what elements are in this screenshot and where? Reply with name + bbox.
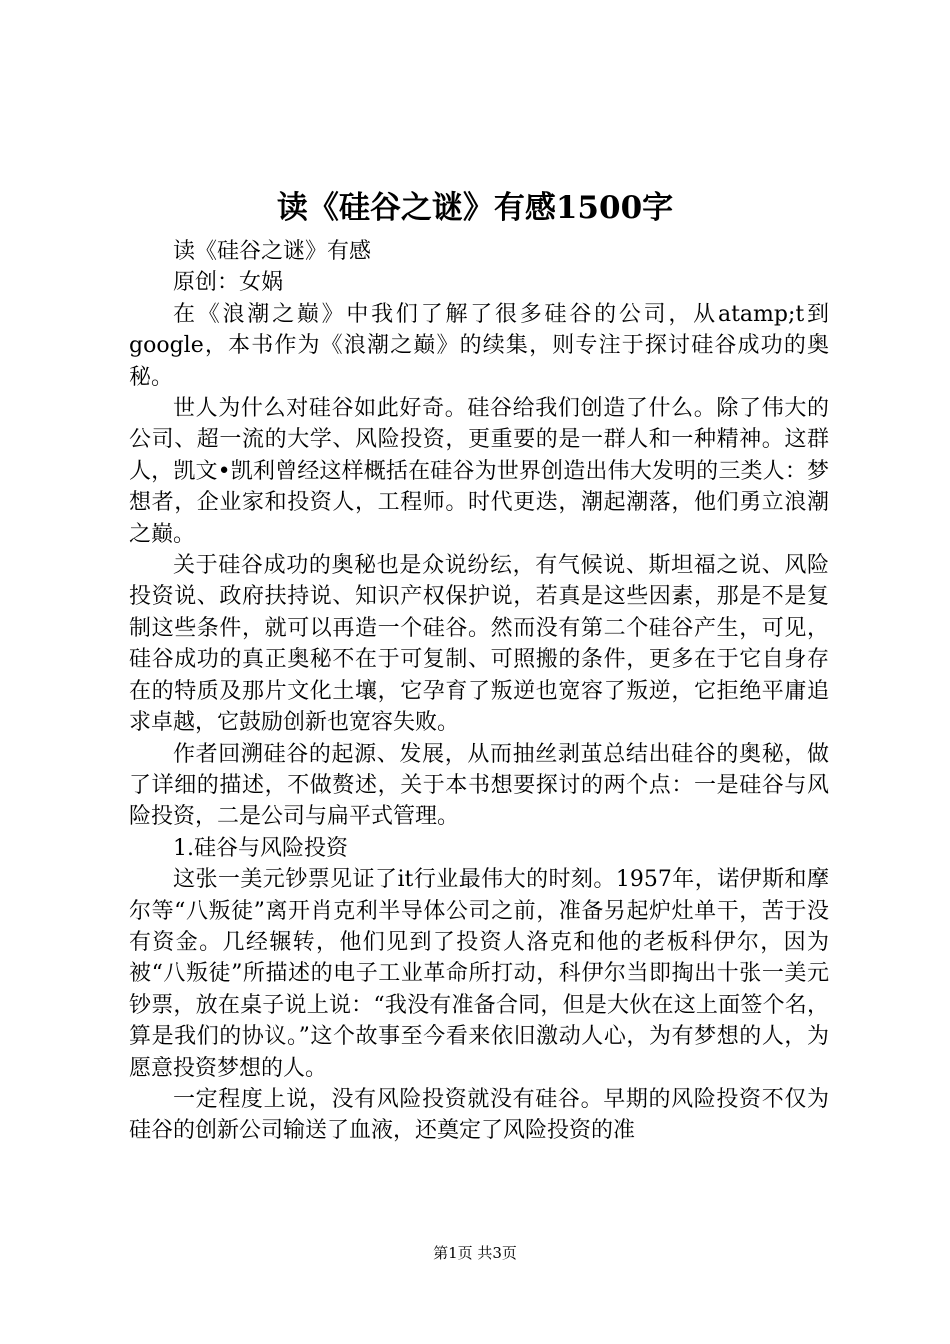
paragraph: 关于硅谷成功的奥秘也是众说纷纭，有气候说、斯坦福之说、风险投资说、政府扶持说、知识产权保护说，若真是这些因素，那是不是复制这些条件，就可以再造一个硅谷。然而没有第二个硅谷产生，可见，硅谷成功的真正奥秘不在于可复制、可照搬的条件，更多在于它自身存在的特质及那片文化土壤，它孕育了叛逆也宽容了叛逆，它拒绝平庸追求卓越，它鼓励创新也宽容失败。	[129, 553, 829, 736]
document-title: 读《硅谷之谜》有感1500字	[276, 190, 674, 226]
document-body	[129, 236, 829, 1147]
paragraph-author: 原创：女娲	[173, 270, 284, 296]
paragraph: 作者回溯硅谷的起源、发展，从而抽丝剥茧总结出硅谷的奥秘，做了详细的描述，不做赘述，关于本书想要探讨的两个点：一是硅谷与风险投资，二是公司与扁平式管理。	[129, 741, 829, 830]
paragraph: 一定程度上说，没有风险投资就没有硅谷。早期的风险投资不仅为硅谷的创新公司输送了血液，还奠定了风险投资的准	[129, 1086, 829, 1144]
page-footer: 第1页 共3页	[433, 1244, 517, 1262]
paragraph: 世人为什么对硅谷如此好奇。硅谷给我们创造了什么。除了伟大的公司、超一流的大学、风险投资，更重要的是一群人和一种精神。这群人，凯文•凯利曾经这样概括在硅谷为世界创造出伟大发明的三类人：梦想者，企业家和投资人，工程师。时代更迭，潮起潮落，他们勇立浪潮之巅。	[129, 396, 829, 547]
paragraph: 在《浪潮之巅》中我们了解了很多硅谷的公司，从atamp;t到google，本书作为《浪潮之巅》的续集，则专注于探讨硅谷成功的奥秘。	[129, 301, 829, 390]
paragraph-heading: 读《硅谷之谜》有感	[173, 239, 372, 264]
section-heading: 1.硅谷与风险投资	[173, 835, 348, 861]
paragraph: 这张一美元钞票见证了it行业最伟大的时刻。1957年，诺伊斯和摩尔等“八叛徒”离开肖克利半导体公司之前，准备另起炉灶单干，苦于没有资金。几经辗转，他们见到了投资人洛克和他的老板科伊尔，因为被“八叛徒”所描述的电子工业革命所打动，科伊尔当即掏出十张一美元钞票，放在桌子说上说：“我没有准备合同，但是大伙在这上面签个名，算是我们的协议。”这个故事至今看来依旧激动人心，为有梦想的人，为愿意投资梦想的人。	[129, 867, 829, 1081]
